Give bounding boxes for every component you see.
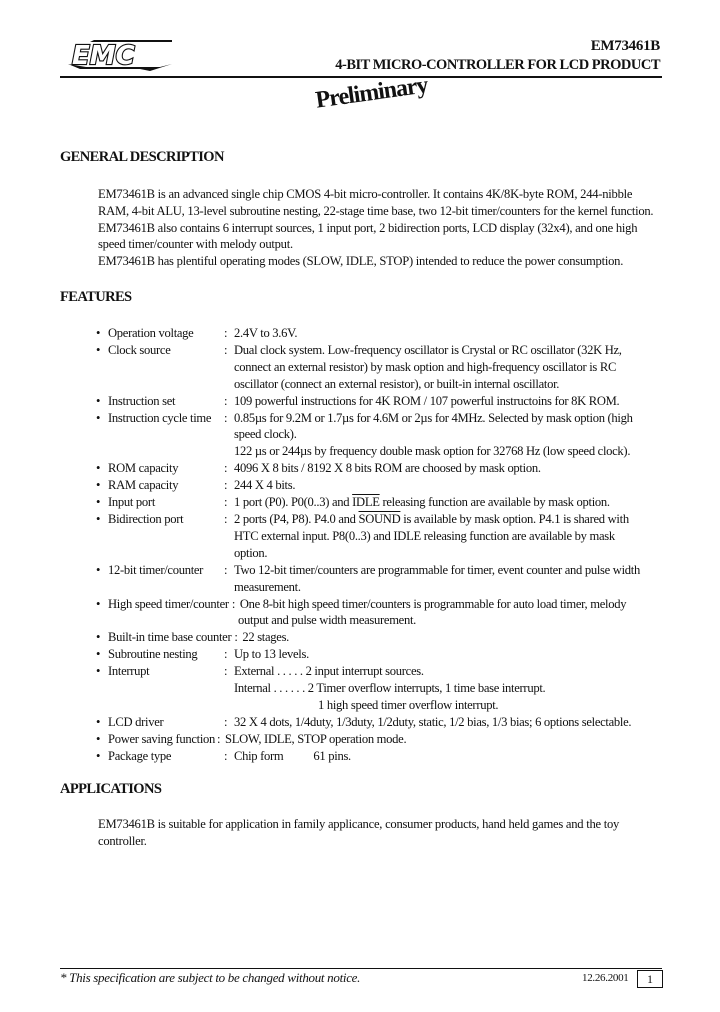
features-list (96, 325, 666, 765)
document-subtitle: 4-BIT MICRO-CONTROLLER FOR LCD PRODUCT (335, 57, 660, 73)
feature-rom-capacity: • ROM capacity : 4096 X 8 bits / 8192 X 8 bits ROM are choosed by mask option. (96, 461, 541, 476)
footer-date: 12.26.2001 (582, 972, 629, 984)
feature-bidirection-port: • Bidirection port : 2 ports (P4, P8). P4.0 and SOUND is available by mask option. P4.1 is shared with HTC external input. P8(0..3) and IDLE releasing function are available by mask option. (96, 511, 629, 560)
feature-interrupt-internal: Internal . . . . . . 2 Timer overflow interrupts, 1 time base interrupt. (234, 681, 546, 696)
feature-power-saving: • Power saving function : SLOW, IDLE, STOP operation mode. (96, 731, 407, 746)
header-rule (60, 76, 662, 78)
feature-ram-capacity: • RAM capacity : 244 X 4 bits. (96, 478, 296, 493)
emc-logo (68, 38, 172, 77)
feature-clock-source: • Clock source : Dual clock system. Low-frequency oscillator is Crystal or RC oscillator (32K Hz, connect an external resistor) by mask option and high-frequency oscillator is RC oscillator (connect an external resistor), or built-in internal oscillator. (96, 342, 622, 391)
feature-high-speed-timer: • High speed timer/counter : One 8-bit high speed timer/counters is programmable for auto load timer, melody (96, 596, 627, 611)
feature-interrupt-high-speed: 1 high speed timer overflow interrupt. (318, 697, 499, 712)
applications-heading: APPLICATIONS (60, 781, 162, 797)
page-number: 1 (637, 970, 663, 988)
feature-instruction-cycle-time: • Instruction cycle time : 0.85µs for 9.2M or 1.7µs for 4.6M or 2µs for 4MHz. Selected by mask option (high speed clock). 122 µs or 244µs by frequency double mask option for 32768 Hz (low speed clock). (96, 410, 633, 459)
feature-subroutine-nesting: • Subroutine nesting : Up to 13 levels. (96, 647, 309, 662)
feature-operation-voltage: • Operation voltage : 2.4V to 3.6V. (96, 326, 298, 340)
feature-12bit-timer-counter: • 12-bit timer/counter : Two 12-bit timer/counters are programmable for timer, event counter and pulse width measurement. (96, 562, 640, 594)
footer-rule (60, 968, 662, 969)
feature-interrupt: • Interrupt : External . . . . . 2 input interrupt sources. (96, 664, 424, 679)
feature-high-speed-timer-cont: output and pulse width measurement. (238, 613, 417, 628)
general-description-heading: GENERAL DESCRIPTION (60, 149, 224, 165)
general-description-body (98, 186, 664, 270)
feature-instruction-set: • Instruction set : 109 powerful instructions for 4K ROM / 107 powerful instructoins for 8K ROM. (96, 393, 620, 408)
features-heading: FEATURES (60, 289, 132, 305)
feature-lcd-driver: • LCD driver : 32 X 4 dots, 1/4duty, 1/3duty, 1/2duty, static, 1/2 bias, 1/3 bias; 6 options selectable. (96, 714, 632, 729)
general-description-paragraph-1: EM73461B is an advanced single chip CMOS 4-bit micro-controller. It contains 4K/8K-byte ROM, 244-nibble RAM, 4-bit ALU, 13-level subroutine nesting, 22-stage time base, two 12-bit timer/counters for the kernel function. EM73461B also contains 6 interrupt sources, 1 input port, 2 bidirection ports, LCD display (32x4), and one high speed timer/counter with melody output. (98, 187, 654, 252)
part-number: EM73461B (590, 38, 660, 54)
preliminary-stamp: Preliminary (314, 72, 430, 114)
applications-body: EM73461B is suitable for application in family applicance, consumer products, hand held games and the toy controller. (98, 817, 620, 848)
general-description-paragraph-2: EM73461B has plentiful operating modes (SLOW, IDLE, STOP) intended to reduce the power consumption. (98, 254, 624, 269)
emc-logo-text: EMC (72, 41, 135, 71)
feature-package-type: • Package type : Chip form 61 pins. (96, 748, 351, 763)
feature-input-port: • Input port : 1 port (P0). P0(0..3) and IDLE releasing function are available by mask option. (96, 495, 610, 510)
footer-note: * This specification are subject to be changed without notice. (60, 970, 361, 985)
feature-time-base-counter: • Built-in time base counter : 22 stages. (96, 630, 290, 645)
